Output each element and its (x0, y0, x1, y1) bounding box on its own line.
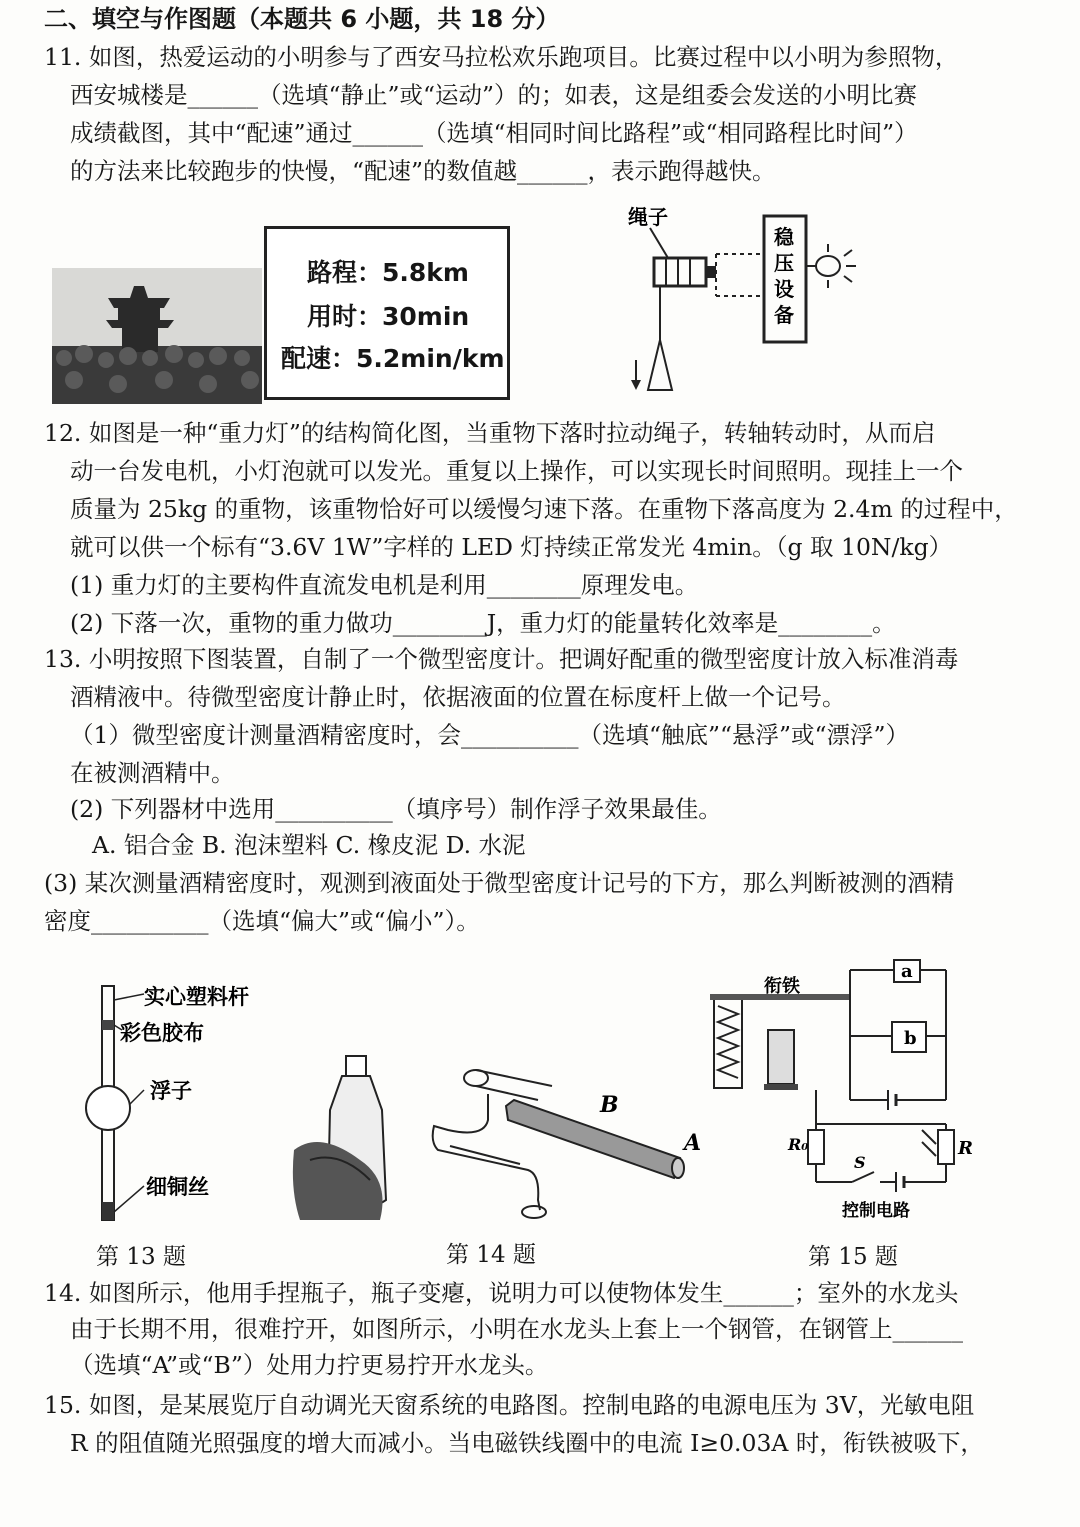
pace-value: 配速：5.2min/km (281, 344, 505, 373)
device-char-2: 压 (774, 251, 794, 275)
distance-value: 路程：5.8km (307, 258, 469, 287)
gravity-lamp-diagram (610, 200, 870, 400)
time-value: 用时：30min (307, 302, 470, 331)
q11-line-2: 西安城楼是______（选填“静止”或“运动”）的；如表，这是组委会发送的小明比赛 (70, 81, 918, 109)
q13-options: A. 铝合金 B. 泡沫塑料 C. 橡皮泥 D. 水泥 (92, 831, 526, 859)
q13-line-1: 13. 小明按照下图装置，自制了一个微型密度计。把调好配重的微型密度计放入标准消毒 (44, 645, 959, 673)
score-card (264, 226, 510, 400)
q14-line-2: 由于长期不用，很难拧开，如图所示，小明在水龙头上套上一个钢管，在钢管上______ (70, 1315, 963, 1343)
rod-label: 实心塑料杆 (144, 984, 249, 1009)
control-circuit-label: 控制电路 (842, 1201, 910, 1221)
q12-sub-1: (1) 重力灯的主要构件直流发电机是利用________原理发电。 (70, 571, 699, 599)
squeezed-bottle-figure (290, 1050, 420, 1230)
q12-line-1: 12. 如图是一种“重力灯”的结构简化图，当重物下落时拉动绳子，转轴转动时，从而启 (44, 419, 936, 447)
q12-line-3: 质量为 25kg 的重物，该重物恰好可以缓慢匀速下落。在重物下落高度为 2.4m 的过程中， (70, 495, 1018, 523)
faucet-pipe-diagram (428, 1060, 708, 1230)
point-b-label: B (600, 1092, 619, 1118)
ldr-r-label: R (958, 1138, 973, 1159)
q11-line-4: 的方法来比较跑步的快慢，“配速”的数值越______，表示跑得越快。 (70, 157, 776, 185)
q13-sub-3: (3) 某次测量酒精密度时，观测到液面处于微型密度计记号的下方，那么判断被测的酒精 (44, 869, 955, 897)
q12-line-2: 动一台发电机，小灯泡就可以发光。重复以上操作，可以实现长时间照明。现挂上一个 (70, 457, 963, 485)
q13-sub-2: (2) 下列器材中选用__________（填序号）制作浮子效果最佳。 (70, 795, 722, 823)
motor-b-label: b (904, 1028, 917, 1049)
q11-line-1: 11. 如图，热爱运动的小明参与了西安马拉松欢乐跑项目。比赛过程中以小明为参照物， (44, 43, 959, 71)
q11-line-3: 成绩截图，其中“配速”通过______（选填“相同时间比路程”或“相同路程比时间”） (70, 119, 918, 147)
wire-label: 细铜丝 (146, 1174, 209, 1199)
q13-sub-3-cont: 密度__________（选填“偏大”或“偏小”）。 (44, 907, 480, 935)
device-char-3: 设 (774, 277, 794, 301)
device-char-1: 稳 (774, 225, 794, 249)
armature-label: 衔铁 (764, 976, 800, 997)
tape-label: 彩色胶布 (120, 1020, 204, 1045)
q15-line-1: 15. 如图，是某展览厅自动调光天窗系统的电路图。控制电路的电源电压为 3V，光敏电阻 (44, 1391, 975, 1419)
hydrometer-diagram (84, 980, 314, 1230)
device-char-4: 备 (774, 303, 794, 327)
float-label: 浮子 (150, 1078, 192, 1103)
point-a-label: A (684, 1130, 702, 1156)
q15-line-2: R 的阻值随光照强度的增大而减小。当电磁铁线圈中的电流 I≥0.03A 时，衔铁被吸下， (70, 1429, 984, 1457)
skylight-circuit-diagram (708, 950, 978, 1230)
lamp-a-label: a (901, 961, 913, 982)
q14-line-3: （选填“A”或“B”）处用力拧更易拧开水龙头。 (70, 1351, 549, 1379)
figure-14-caption: 第 14 题 (446, 1242, 536, 1268)
switch-s-label: S (854, 1153, 866, 1172)
figure-15-caption: 第 15 题 (808, 1244, 898, 1270)
rope-label: 绳子 (628, 205, 668, 229)
section-title: 二、填空与作图题（本题共 6 小题，共 18 分） (44, 5, 560, 33)
q13-sub-1-cont: 在被测酒精中。 (70, 759, 235, 787)
q12-line-4: 就可以供一个标有“3.6V 1W”字样的 LED 灯持续正常发光 4min。（g 取 10N/kg） (70, 533, 953, 561)
q14-line-1: 14. 如图所示，他用手捏瓶子，瓶子变瘪，说明力可以使物体发生______；室外的水龙头 (44, 1279, 959, 1307)
bulb-icon (806, 244, 856, 288)
city-tower-photo (52, 268, 262, 404)
q12-sub-2: (2) 下落一次，重物的重力做功________J，重力灯的能量转化效率是________。 (70, 609, 896, 637)
q13-sub-1: （1）微型密度计测量酒精密度时，会__________（选填“触底”“悬浮”或“漂浮”） (70, 721, 910, 749)
q13-line-2: 酒精液中。待微型密度计静止时，依据液面的位置在标度杆上做一个记号。 (70, 683, 846, 711)
figure-13-caption: 第 13 题 (96, 1244, 186, 1270)
r0-label: R₀ (788, 1135, 809, 1154)
